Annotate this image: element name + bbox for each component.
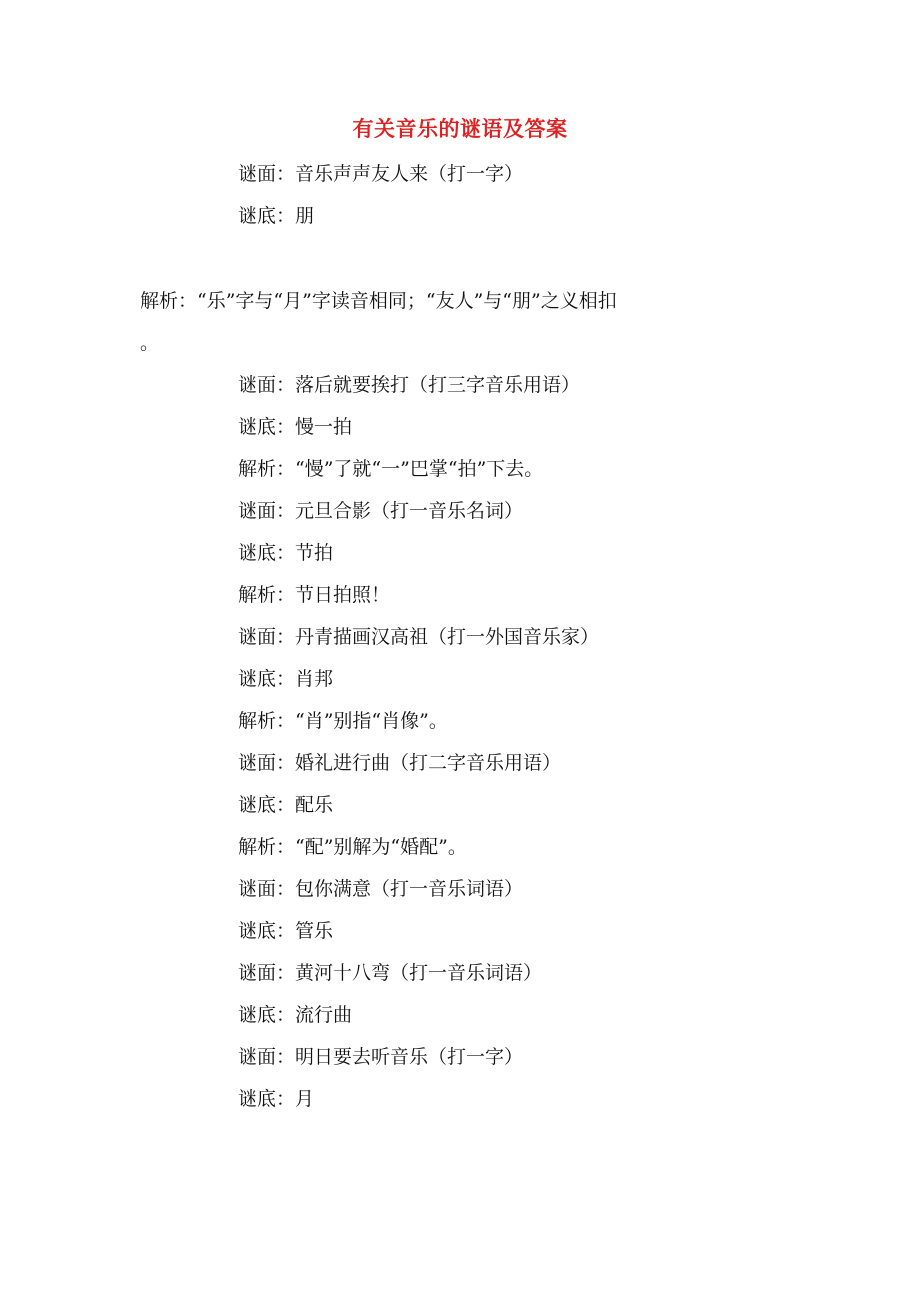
riddle-line: 谜面：元旦合影（打一音乐名词） — [238, 500, 524, 522]
intro-answer: 谜底：朋 — [238, 205, 315, 227]
riddle-line: 谜底：月 — [238, 1088, 315, 1110]
riddle-line: 谜底：慢一拍 — [238, 416, 353, 438]
intro-riddle: 谜面：音乐声声友人来（打一字） — [238, 163, 524, 185]
intro-explanation-line-2: 。 — [140, 332, 160, 354]
riddle-line: 解析：节日拍照！ — [238, 584, 391, 606]
riddle-line: 谜面：包你满意（打一音乐词语） — [238, 878, 524, 900]
riddle-line: 谜面：落后就要挨打（打三字音乐用语） — [238, 374, 581, 396]
riddle-line: 谜底：肖邦 — [238, 668, 334, 690]
riddle-line: 谜底：节拍 — [238, 542, 334, 564]
riddle-line: 谜面：丹青描画汉高祖（打一外国音乐家） — [238, 626, 600, 648]
riddle-line: 谜底：管乐 — [238, 920, 334, 942]
riddle-line: 解析：“肖”别指“肖像”。 — [238, 710, 448, 732]
document-title: 有关音乐的谜语及答案 — [352, 116, 568, 141]
riddle-line: 谜面：婚礼进行曲（打二字音乐用语） — [238, 752, 562, 774]
riddle-line: 解析：“配”别解为“婚配”。 — [238, 836, 467, 858]
intro-explanation-line-1: 解析：“乐”字与“月”字读音相同；“友人”与“朋”之义相扣 — [140, 290, 617, 312]
riddle-line: 谜底：流行曲 — [238, 1004, 353, 1026]
riddle-line: 谜面：明日要去听音乐（打一字） — [238, 1046, 524, 1068]
riddle-line: 谜面：黄河十八弯（打一音乐词语） — [238, 962, 543, 984]
riddle-line: 谜底：配乐 — [238, 794, 334, 816]
riddle-line: 解析：“慢”了就“一”巴掌“拍”下去。 — [238, 458, 544, 480]
intro-explanation — [140, 288, 790, 356]
